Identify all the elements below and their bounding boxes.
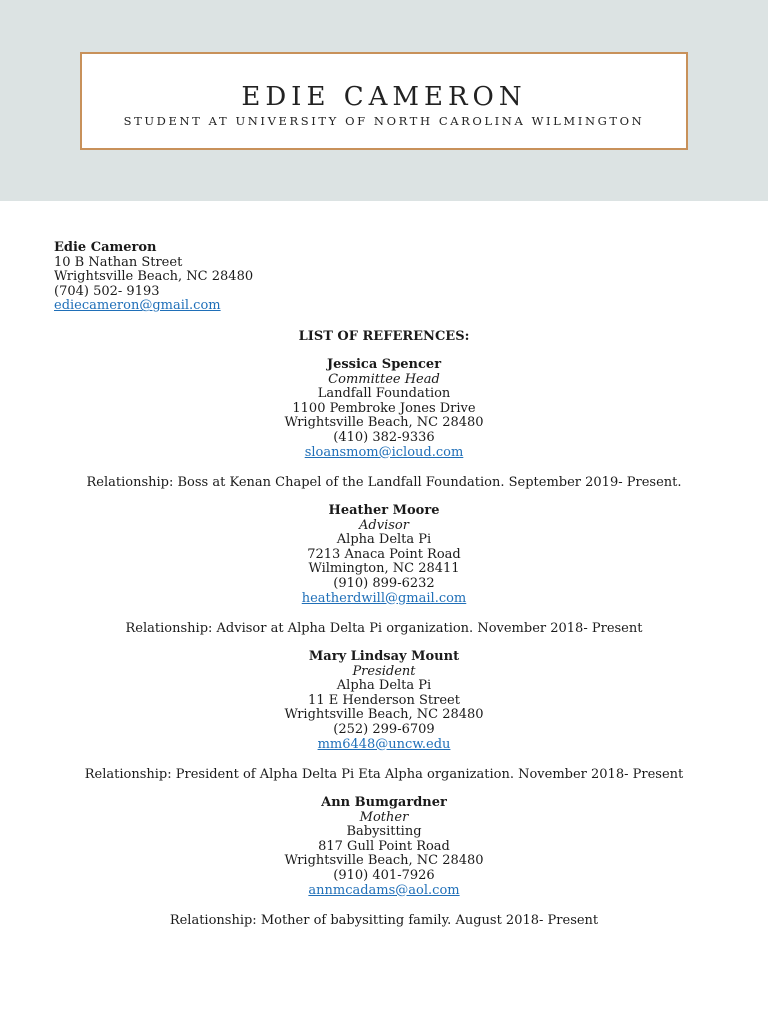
- reference-phone: (252) 299-6709: [333, 721, 435, 737]
- reference-organization: Alpha Delta Pi: [336, 678, 432, 694]
- reference-street: 817 Gull Point Road: [318, 838, 450, 854]
- reference-phone: (910) 899-6232: [333, 575, 435, 591]
- contact-name: Edie Cameron: [54, 240, 157, 255]
- reference-relationship: Relationship: Mother of babysitting family. August 2018- Present: [169, 913, 599, 928]
- reference-phone: (410) 382-9336: [333, 429, 435, 445]
- reference-organization: Landfall Foundation: [317, 386, 451, 402]
- reference-block: [0, 358, 768, 460]
- reference-email-link[interactable]: annmcadams@aol.com: [308, 882, 460, 898]
- reference-block: [0, 650, 768, 752]
- contact-block: [54, 241, 253, 314]
- contact-email-link[interactable]: ediecameron@gmail.com: [54, 298, 221, 314]
- reference-name: Jessica Spencer: [326, 357, 442, 372]
- reference-title: Committee Head: [328, 371, 440, 387]
- page-title: EDIE CAMERON: [241, 82, 527, 112]
- reference-email-link[interactable]: sloansmom@icloud.com: [304, 444, 464, 460]
- reference-street: 7213 Anaca Point Road: [307, 546, 461, 562]
- reference-title: Advisor: [359, 517, 409, 533]
- reference-relationship: Relationship: Advisor at Alpha Delta Pi organization. November 2018- Present: [125, 621, 643, 636]
- contact-city: Wrightsville Beach, NC 28480: [54, 269, 254, 285]
- reference-street: 11 E Henderson Street: [308, 692, 460, 708]
- reference-city: Wrightsville Beach, NC 28480: [284, 853, 484, 869]
- reference-organization: Babysitting: [346, 824, 422, 840]
- reference-name: Heather Moore: [328, 503, 440, 518]
- reference-email-link[interactable]: heatherdwill@gmail.com: [301, 590, 467, 606]
- reference-block: [0, 796, 768, 898]
- contact-street: 10 B Nathan Street: [54, 254, 183, 270]
- name-box: [80, 52, 688, 150]
- contact-phone: (704) 502- 9193: [54, 283, 160, 299]
- reference-title: Mother: [359, 809, 409, 825]
- reference-phone: (910) 401-7926: [333, 867, 435, 883]
- page-subtitle: STUDENT AT UNIVERSITY OF NORTH CAROLINA WILMINGTON: [123, 114, 645, 128]
- reference-email-link[interactable]: mm6448@uncw.edu: [317, 736, 451, 752]
- reference-city: Wrightsville Beach, NC 28480: [284, 415, 484, 431]
- reference-title: President: [352, 663, 416, 679]
- reference-relationship: Relationship: Boss at Kenan Chapel of the Landfall Foundation. September 2019- Present.: [86, 475, 682, 490]
- reference-block: [0, 504, 768, 606]
- reference-organization: Alpha Delta Pi: [336, 532, 432, 548]
- references-heading: LIST OF REFERENCES:: [298, 329, 470, 344]
- reference-city: Wilmington, NC 28411: [308, 561, 460, 577]
- reference-name: Ann Bumgardner: [321, 795, 447, 810]
- reference-relationship: Relationship: President of Alpha Delta Pi Eta Alpha organization. November 2018- Present: [84, 767, 684, 782]
- reference-city: Wrightsville Beach, NC 28480: [284, 707, 484, 723]
- reference-name: Mary Lindsay Mount: [308, 649, 460, 664]
- reference-street: 1100 Pembroke Jones Drive: [292, 400, 476, 416]
